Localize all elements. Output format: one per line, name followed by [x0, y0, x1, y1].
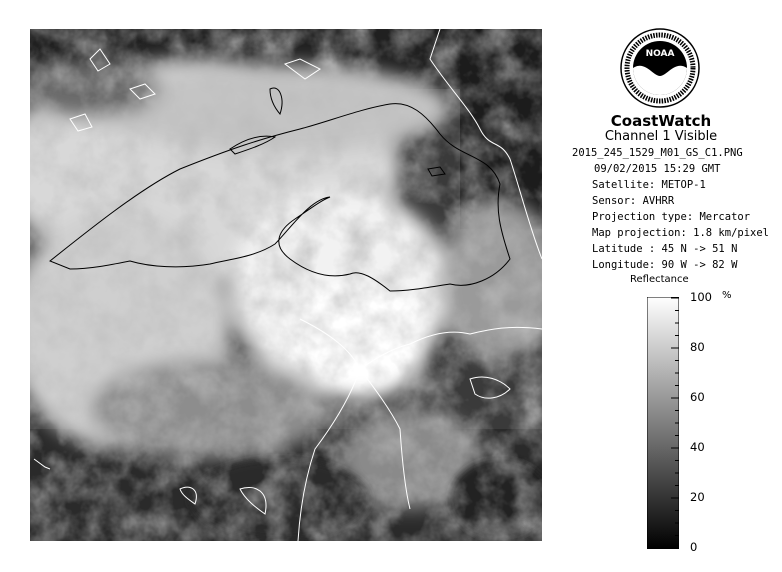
projection-type: Projection type: Mercator — [592, 211, 751, 223]
satellite-image — [30, 29, 542, 541]
datetime: 09/02/2015 15:29 GMT — [594, 163, 721, 175]
satellite: Satellite: METOP-1 — [592, 179, 706, 191]
colorbar-label: Reflectance — [630, 274, 689, 285]
colorbar-tick-label: 80 — [690, 340, 705, 354]
colorbar-tick-label: 40 — [690, 440, 705, 454]
channel-label: Channel 1 Visible — [604, 129, 718, 144]
latitude: Latitude : 45 N -> 51 N — [592, 243, 738, 255]
logo-text: NOAA — [645, 49, 675, 59]
product-title: CoastWatch — [610, 112, 712, 130]
colorbar-unit: % — [722, 290, 732, 301]
colorbar-tick-label: 100 — [690, 290, 712, 304]
colorbar-tick-label: 60 — [690, 390, 705, 404]
longitude: Longitude: 90 W -> 82 W — [592, 259, 738, 271]
colorbar-tick-label: 20 — [690, 490, 705, 504]
colorbar-tick-label: 0 — [690, 540, 698, 554]
map-projection: Map projection: 1.8 km/pixel — [592, 227, 770, 239]
noaa-logo — [620, 28, 700, 108]
sensor: Sensor: AVHRR — [592, 195, 675, 207]
filename: 2015_245_1529_M01_GS_C1.PNG — [572, 147, 743, 159]
colorbar — [647, 297, 679, 549]
